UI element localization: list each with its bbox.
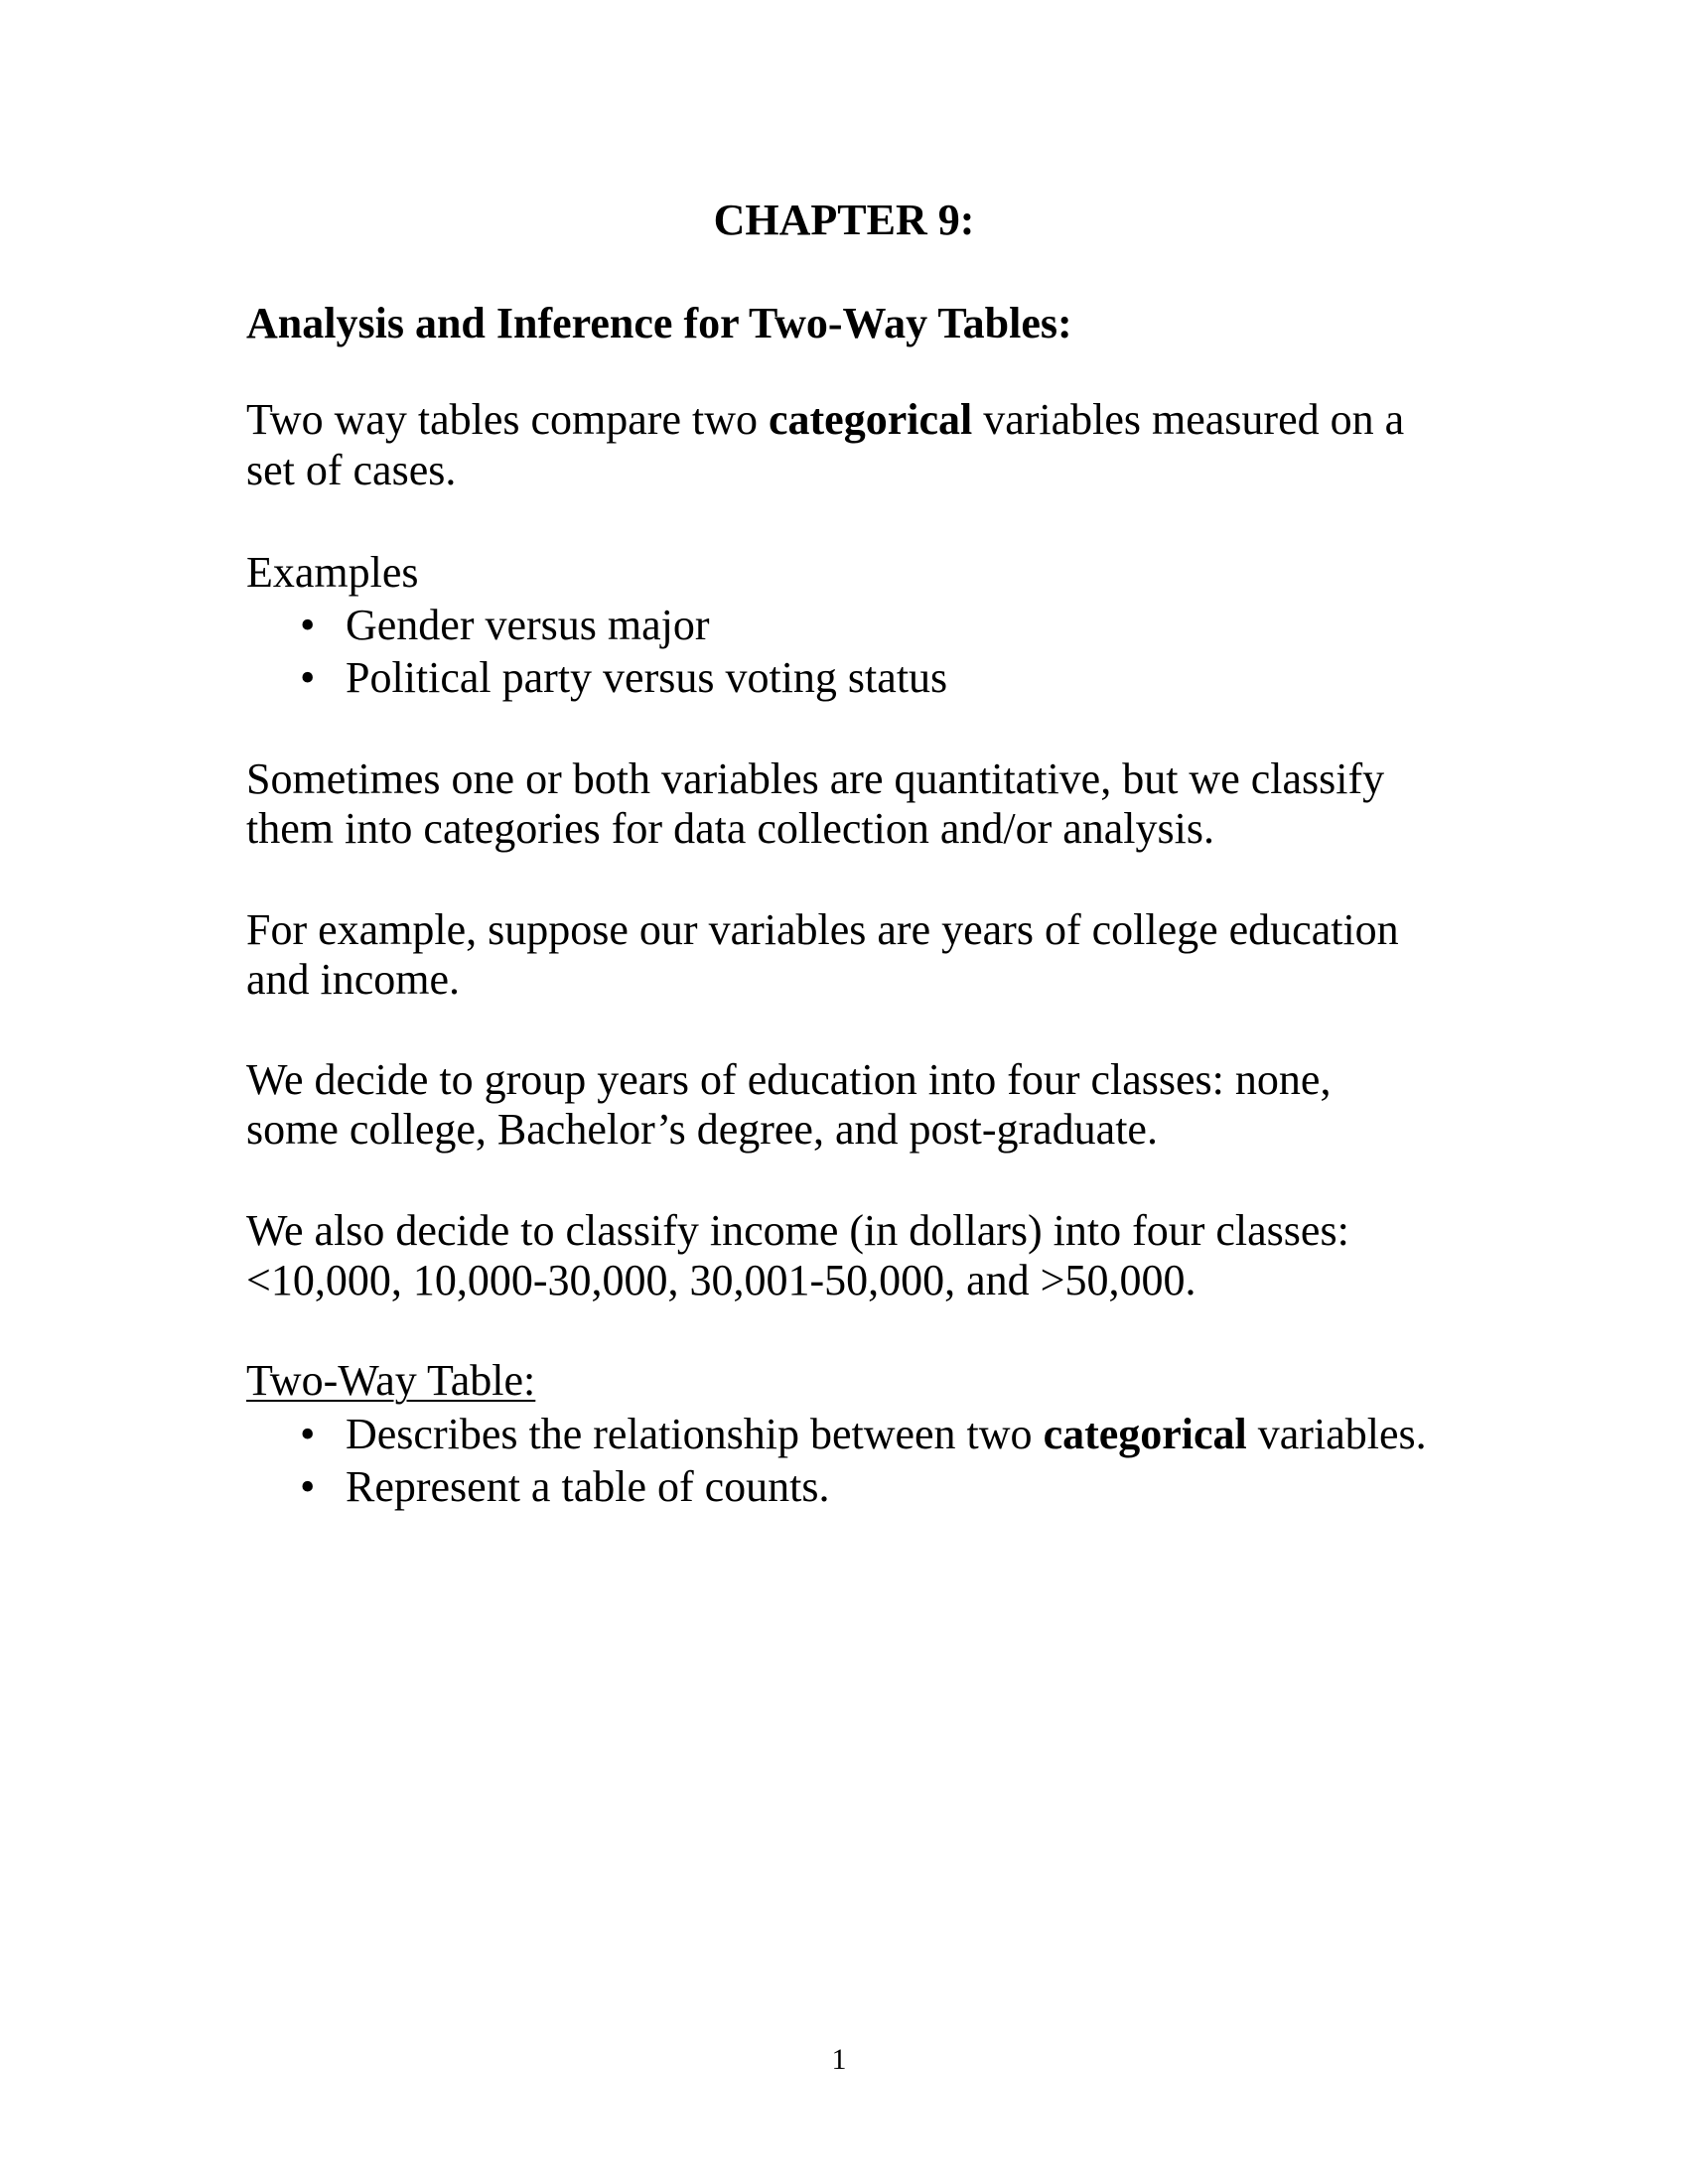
paragraph-education-line-2: some college, Bachelor’s degree, and post-graduate. [246, 1105, 1158, 1154]
chapter-title: CHAPTER 9: [713, 196, 975, 244]
two-way-table-heading: Two-Way Table: [246, 1356, 536, 1405]
list-item [346, 1409, 1427, 1459]
paragraph-example-line-1: For example, suppose our variables are years of college education [246, 905, 1399, 954]
intro-text: variables measured on a [972, 395, 1405, 444]
paragraph-income-line-1: We also decide to classify income (in dollars) into four classes: [246, 1206, 1349, 1255]
examples-label: Examples [246, 548, 419, 597]
paragraph-education-line-1: We decide to group years of education into four classes: none, [246, 1055, 1332, 1104]
intro-text: Two way tables compare two [246, 395, 769, 444]
bullet-icon: • [300, 1410, 316, 1458]
intro-line-1 [246, 394, 1404, 445]
list-item-text: Describes the relationship between two [346, 1410, 1044, 1458]
page-number: 1 [831, 2043, 847, 2076]
bold-term-categorical: categorical [768, 395, 973, 444]
list-item: Political party versus voting status [346, 653, 948, 702]
bold-term-categorical: categorical [1043, 1410, 1247, 1458]
paragraph-quantitative-line-2: them into categories for data collection and/or analysis. [246, 804, 1215, 853]
paragraph-income-line-2: <10,000, 10,000-30,000, 30,001-50,000, and >50,000. [246, 1256, 1196, 1304]
list-item: Gender versus major [346, 601, 710, 649]
bullet-icon: • [300, 1462, 316, 1511]
section-heading: Analysis and Inference for Two-Way Tables: [246, 299, 1072, 347]
bullet-icon: • [300, 601, 316, 649]
paragraph-quantitative-line-1: Sometimes one or both variables are quantitative, but we classify [246, 754, 1385, 803]
paragraph-example-line-2: and income. [246, 955, 461, 1004]
two-way-table-label [246, 1355, 535, 1406]
intro-line-2: set of cases. [246, 446, 457, 494]
bullet-icon: • [300, 653, 316, 702]
list-item: Represent a table of counts. [346, 1462, 830, 1511]
list-item-text: variables. [1246, 1410, 1427, 1458]
